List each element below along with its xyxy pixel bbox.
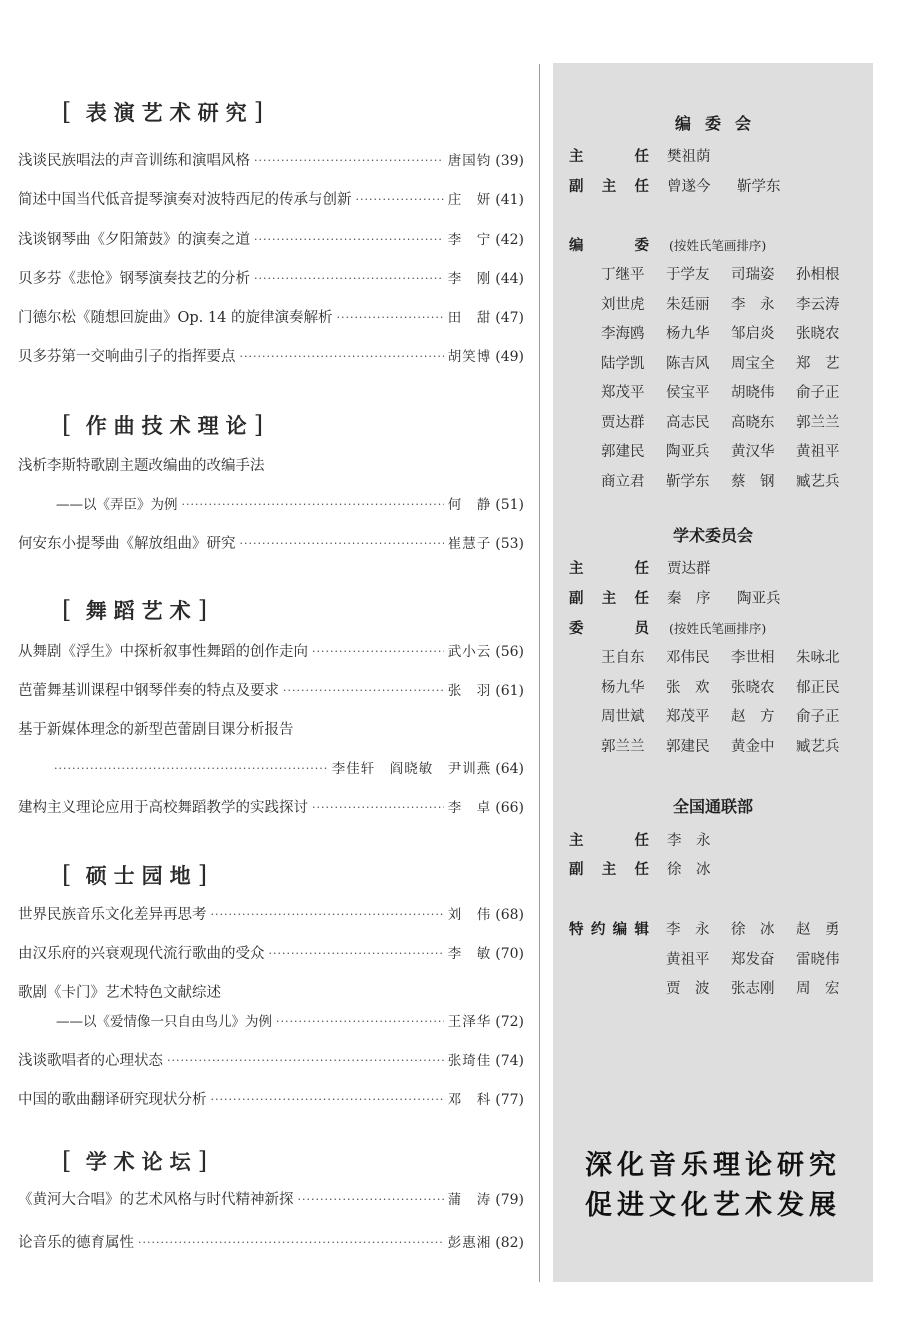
person-name: 周世斌 (601, 709, 645, 725)
entry-subtitle: ——以《爱情像一只自由鸟儿》为例 (56, 1014, 272, 1030)
person-name: 刘世虎 (601, 296, 645, 313)
person-name: 陶亚兵 (737, 591, 781, 607)
liaison-director-row (569, 830, 737, 852)
person-name: 郭兰兰 (601, 738, 645, 755)
toc-entry[interactable] (18, 1232, 524, 1254)
entry-author: 彭惠湘 (447, 1235, 492, 1251)
toc-entry[interactable] (18, 904, 524, 926)
role-char: 任 (634, 561, 649, 577)
entry-subtitle: ——以《弄臣》为例 (56, 497, 178, 513)
leader-dots (138, 1232, 444, 1254)
section-title-composition: [ 作曲技术理论] (62, 411, 264, 439)
role-char: 主 (569, 149, 584, 165)
toc-entry[interactable] (18, 229, 524, 251)
person-name: 樊祖荫 (667, 149, 711, 165)
role-label (569, 176, 649, 198)
toc-entry[interactable] (18, 307, 524, 329)
person-name: 高晓东 (731, 414, 775, 431)
toc-entry[interactable] (18, 1089, 524, 1111)
editorial-members-grid (601, 264, 871, 493)
entry-page: (70) (495, 946, 524, 962)
entry-page: (61) (495, 683, 524, 699)
section-title-text: 舞蹈艺术 (85, 598, 198, 623)
person-name: 朱咏北 (796, 650, 840, 666)
person-values (667, 588, 807, 610)
editorial-deputy-row (569, 176, 807, 198)
leader-dots (254, 268, 444, 290)
role-label (569, 558, 649, 580)
entry-title: 世界民族音乐文化差异再思考 (18, 907, 207, 923)
role-char: 主 (601, 862, 617, 878)
section-title-text: 硕士园地 (85, 863, 198, 888)
entry-author: 李 宁 (447, 232, 492, 248)
person-name: 李海鸥 (601, 326, 645, 342)
person-name: 郭建民 (601, 444, 645, 460)
role-label (569, 146, 649, 168)
leader-dots (356, 189, 444, 211)
person-name: 郑茂平 (601, 385, 645, 401)
toc-entry[interactable] (18, 346, 524, 368)
person-name: 商立君 (601, 473, 645, 490)
role-label (569, 588, 649, 610)
entry-title: 歌剧《卡门》艺术特色文献综述 (18, 985, 221, 1001)
entry-author: 张琦佳 (447, 1053, 492, 1069)
person-name: 赵 方 (731, 709, 775, 725)
person-name: 郑发奋 (731, 951, 775, 968)
person-name: 曾遂今 (667, 179, 711, 195)
toc-entry[interactable] (18, 758, 524, 780)
entry-title: 浅谈民族唱法的声音训练和演唱风格 (18, 153, 250, 169)
toc-entry[interactable] (18, 1011, 524, 1033)
sort-note: (按姓氏笔画排序) (669, 621, 767, 636)
section-title-text: 学术论坛 (85, 1149, 198, 1174)
section-title-text: 作曲技术理论 (85, 413, 254, 438)
toc-entry[interactable] (18, 1050, 524, 1072)
entry-page: (79) (495, 1192, 524, 1208)
toc-entry-title-line[interactable] (18, 719, 524, 741)
role-label (569, 235, 649, 257)
person-name: 黄汉华 (731, 444, 775, 460)
person-values (667, 830, 737, 852)
person-name: 臧艺兵 (796, 473, 840, 490)
entry-page: (39) (495, 153, 524, 169)
person-name: 邹启炎 (731, 326, 775, 342)
special-editors-grid (666, 919, 866, 1000)
role-char: 约 (590, 922, 606, 938)
leader-dots (167, 1050, 444, 1072)
entry-page: (66) (495, 800, 524, 816)
entry-page: (53) (495, 536, 524, 552)
role-char: 编 (612, 922, 628, 938)
entry-title: 何安东小提琴曲《解放组曲》研究 (18, 536, 236, 552)
entry-title: 贝多芬第一交响曲引子的指挥要点 (18, 349, 236, 365)
entry-author: 武小云 (447, 644, 492, 660)
person-name: 杨九华 (601, 679, 645, 696)
role-char: 副 (569, 591, 584, 607)
role-char: 特 (569, 922, 584, 938)
entry-page: (49) (495, 349, 524, 365)
role-label (569, 919, 649, 941)
person-name: 胡晓伟 (731, 385, 775, 401)
role-label (569, 618, 649, 640)
entry-author: 何 静 (447, 497, 492, 513)
person-name: 陶亚兵 (666, 444, 710, 460)
role-char: 主 (601, 591, 617, 607)
entry-page: (51) (495, 497, 524, 513)
person-name: 靳学东 (737, 179, 781, 195)
toc-entry[interactable] (18, 189, 524, 211)
role-char: 副 (569, 862, 584, 878)
person-name: 李世相 (731, 650, 775, 666)
section-title-masters: [ 硕士园地] (62, 861, 208, 889)
role-char: 主 (569, 561, 584, 577)
person-name: 俞子正 (796, 385, 840, 401)
person-name: 张晓农 (796, 326, 840, 342)
person-name: 贾达群 (601, 414, 645, 431)
leader-dots (283, 680, 444, 702)
toc-entry[interactable] (18, 494, 524, 516)
entry-page: (64) (495, 761, 524, 777)
entry-author: 刘 伟 (447, 907, 492, 923)
leader-dots (254, 229, 444, 251)
toc-entry[interactable] (18, 150, 524, 172)
role-char: 任 (634, 149, 649, 165)
entry-page: (44) (495, 271, 524, 287)
person-name: 张 欢 (666, 679, 710, 696)
entry-page: (68) (495, 907, 524, 923)
entry-author: 崔慧子 (447, 536, 492, 552)
leader-dots (182, 494, 444, 516)
person-name: 张志刚 (731, 981, 775, 997)
editorial-director-row (569, 146, 737, 168)
role-char: 主 (601, 179, 617, 195)
person-name: 侯宝平 (666, 385, 710, 401)
leader-dots (240, 533, 444, 555)
person-name: 贾达群 (667, 561, 711, 577)
leader-dots (240, 346, 444, 368)
section-title-forum: [ 学术论坛] (62, 1147, 208, 1175)
person-name: 蔡 钢 (731, 473, 775, 490)
academic-members-row (569, 618, 766, 640)
editorial-panel (553, 63, 873, 1282)
person-name: 高志民 (666, 414, 710, 431)
academic-director-row (569, 558, 737, 580)
slogan-line-1: 深化音乐理论研究 (585, 1150, 841, 1181)
person-name: 孙相根 (796, 267, 840, 283)
leader-dots (211, 1089, 444, 1111)
column-divider (539, 64, 540, 1282)
toc-entry[interactable] (18, 1189, 524, 1211)
liaison-heading: 全国通联部 (672, 797, 753, 816)
role-char: 任 (634, 591, 649, 607)
entry-page: (41) (495, 192, 524, 208)
person-name: 王自东 (601, 650, 645, 666)
section-title-dance: [ 舞蹈艺术] (62, 596, 208, 624)
academic-deputy-row (569, 588, 807, 610)
leader-dots (298, 1189, 444, 1211)
toc-entry-title-line[interactable] (18, 982, 524, 1004)
person-name: 黄祖平 (666, 951, 710, 968)
person-values (667, 146, 737, 168)
leader-dots (211, 904, 444, 926)
person-name: 李 永 (731, 296, 775, 313)
special-editors-row (569, 919, 649, 941)
entry-page: (47) (495, 310, 524, 326)
entry-title: 《黄河大合唱》的艺术风格与时代精神新探 (18, 1192, 294, 1208)
leader-dots (254, 150, 444, 172)
role-char: 副 (569, 179, 584, 195)
entry-author: 唐国钧 (447, 153, 492, 169)
person-name: 雷晓伟 (796, 951, 840, 968)
entry-title: 浅析李斯特歌剧主题改编曲的改编手法 (18, 458, 265, 474)
role-char: 任 (634, 833, 649, 849)
slogan-line-2: 促进文化艺术发展 (585, 1190, 841, 1221)
person-name: 赵 勇 (796, 922, 840, 938)
leader-dots (312, 797, 444, 819)
person-name: 贾 波 (666, 981, 710, 997)
toc-entry[interactable] (18, 641, 524, 663)
leader-dots (336, 307, 443, 329)
role-char: 员 (634, 621, 649, 637)
leader-dots (269, 943, 444, 965)
person-name: 陆学凯 (601, 355, 645, 372)
person-name: 靳学东 (666, 473, 710, 490)
person-name: 徐 冰 (731, 922, 775, 938)
toc-entry[interactable] (18, 680, 524, 702)
toc-entry-title-line[interactable] (18, 455, 524, 477)
person-name: 杨九华 (666, 326, 710, 342)
entry-author: 蒲 涛 (447, 1192, 492, 1208)
entry-title: 简述中国当代低音提琴演奏对波特西尼的传承与创新 (18, 192, 352, 208)
entry-author: 李 敏 (447, 946, 492, 962)
editorial-board-heading: 编委会 (674, 114, 765, 133)
entry-author: 张 羽 (447, 683, 492, 699)
person-name: 李 永 (667, 833, 711, 849)
person-name: 黄祖平 (796, 444, 840, 460)
entry-page: (74) (495, 1053, 524, 1069)
entry-title: 由汉乐府的兴衰观现代流行歌曲的受众 (18, 946, 265, 962)
person-name: 陈吉风 (666, 355, 710, 372)
entry-author: 胡笑博 (447, 349, 492, 365)
entry-author: 王泽华 (447, 1014, 492, 1030)
entry-author: 李佳轩 阎晓敏 尹训燕 (331, 761, 492, 777)
role-label (569, 859, 649, 881)
person-name: 丁继平 (601, 267, 645, 283)
person-name: 郭建民 (666, 738, 710, 755)
person-name: 朱廷丽 (666, 296, 710, 313)
person-name: 郁正民 (796, 679, 840, 696)
entry-page: (42) (495, 232, 524, 248)
person-name: 于学友 (666, 267, 710, 283)
editorial-members-row (569, 235, 766, 257)
entry-author: 田 甜 (447, 310, 492, 326)
entry-title: 芭蕾舞基训课程中钢琴伴奏的特点及要求 (18, 683, 279, 699)
person-name: 李云涛 (796, 296, 840, 313)
entry-title: 中国的歌曲翻译研究现状分析 (18, 1092, 207, 1108)
entry-author: 李 卓 (447, 800, 492, 816)
entry-title: 门德尔松《随想回旋曲》Op. 14 的旋律演奏解析 (18, 310, 333, 326)
person-name: 司瑞姿 (731, 267, 775, 283)
entry-page: (72) (495, 1014, 524, 1030)
person-name: 臧艺兵 (796, 738, 840, 755)
liaison-deputy-row (569, 859, 737, 881)
person-name: 郭兰兰 (796, 414, 840, 431)
person-values (667, 859, 737, 881)
entry-page: (82) (495, 1235, 524, 1251)
person-name: 周 宏 (796, 981, 840, 997)
toc-entry[interactable] (18, 268, 524, 290)
entry-page: (56) (495, 644, 524, 660)
leader-dots (276, 1011, 444, 1033)
role-char: 编 (569, 238, 584, 254)
role-char: 委 (634, 238, 649, 254)
person-name: 周宝全 (731, 355, 775, 372)
person-name: 俞子正 (796, 709, 840, 725)
entry-title: 论音乐的德育属性 (18, 1235, 134, 1251)
person-values (667, 558, 737, 580)
academic-committee-heading: 学术委员会 (672, 526, 753, 545)
person-name: 黄金中 (731, 738, 775, 755)
person-name: 张晓农 (731, 679, 775, 696)
entry-title: 浅谈钢琴曲《夕阳箫鼓》的演奏之道 (18, 232, 250, 248)
person-name: 徐 冰 (667, 862, 711, 878)
entry-title: 从舞剧《浮生》中探析叙事性舞蹈的创作走向 (18, 644, 308, 660)
person-name: 郑 艺 (796, 355, 840, 372)
role-char: 辑 (634, 922, 649, 938)
entry-page: (77) (495, 1092, 524, 1108)
person-name: 郑茂平 (666, 709, 710, 725)
entry-title: 基于新媒体理念的新型芭蕾剧目课分析报告 (18, 722, 294, 738)
section-title-text: 表演艺术研究 (85, 100, 254, 125)
person-name: 李 永 (666, 922, 710, 938)
role-char: 任 (634, 862, 649, 878)
toc-entry[interactable] (18, 533, 524, 555)
entry-author: 李 刚 (447, 271, 492, 287)
academic-members-grid (601, 647, 871, 758)
toc-entry[interactable] (18, 797, 524, 819)
role-char: 主 (569, 833, 584, 849)
toc-entry[interactable] (18, 943, 524, 965)
entry-author: 邓 科 (447, 1092, 492, 1108)
leader-dots (312, 641, 444, 663)
entry-title: 建构主义理论应用于高校舞蹈教学的实践探讨 (18, 800, 308, 816)
person-name: 秦 序 (667, 591, 711, 607)
role-label (569, 830, 649, 852)
role-char: 委 (569, 621, 584, 637)
person-name: 邓伟民 (666, 650, 710, 666)
entry-title: 浅谈歌唱者的心理状态 (18, 1053, 163, 1069)
section-title-performance: [ 表演艺术研究] (62, 98, 264, 126)
entry-title: 贝多芬《悲怆》钢琴演奏技艺的分析 (18, 271, 250, 287)
role-char: 任 (634, 179, 649, 195)
sort-note: (按姓氏笔画排序) (669, 238, 767, 253)
person-values (667, 176, 807, 198)
leader-dots (54, 758, 328, 780)
entry-author: 庄 妍 (447, 192, 492, 208)
